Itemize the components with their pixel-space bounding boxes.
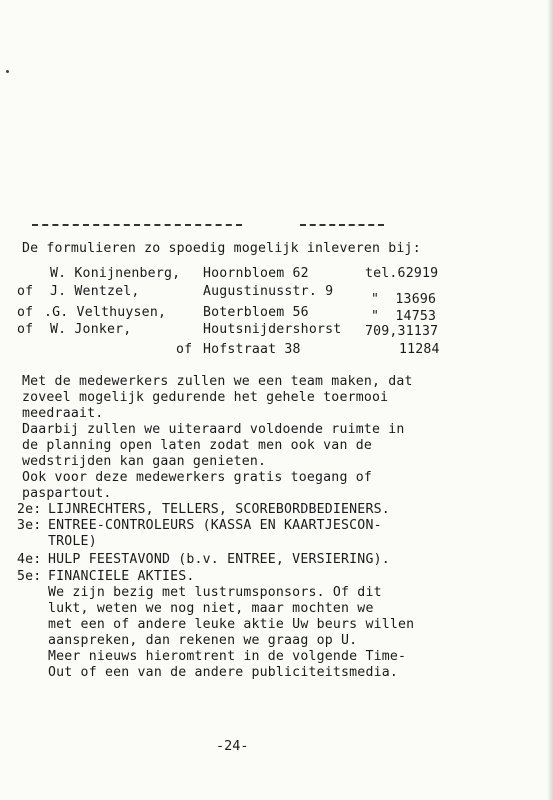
separator-dash-left (32, 224, 242, 226)
text-line: We zijn bezig met lustrumsponsors. Of dit (48, 585, 382, 600)
contact-address: Houtsnijdershorst (203, 322, 342, 337)
contact-prefix: of (176, 342, 193, 357)
item-text: FINANCIELE AKTIES. (48, 569, 195, 584)
text-line: aanspreken, dan rekenen we graag op U. (48, 633, 358, 648)
contact-address: Boterbloem 56 (203, 305, 309, 320)
contact-name: J. Wentzel, (50, 284, 140, 299)
text-line: wedstrijden kan gaan genieten. (22, 454, 267, 469)
contact-phone: " 14753 (371, 309, 437, 324)
text-line: Daarbij zullen we uiteraard voldoende ruimte in (22, 422, 405, 437)
item-text: ENTREE-CONTROLEURS (KASSA EN KAARTJESCON- (48, 518, 382, 533)
contact-phone: tel.62919 (365, 266, 439, 281)
text-line: met een of andere leuke aktie Uw beurs willen (48, 617, 415, 632)
contact-address: Hoornbloem 62 (203, 266, 309, 281)
contact-phone: 11284 (399, 342, 440, 357)
punch-mark (6, 70, 9, 73)
text-line: Ook voor deze medewerkers gratis toegang of (22, 470, 373, 485)
item-text: HULP FEESTAVOND (b.v. ENTREE, VERSIERING). (48, 552, 390, 567)
contact-address: Hofstraat 38 (203, 342, 301, 357)
contact-prefix: of (17, 284, 34, 299)
item-number: 5e: (17, 569, 42, 584)
text-line: Meer nieuws hieromtrent in de volgende Time- (48, 649, 407, 664)
text-line: meedraait. (22, 406, 104, 421)
contact-name: .G. Velthuysen, (44, 305, 167, 320)
contact-phone: " 13696 (371, 292, 437, 307)
page-number: -24- (216, 738, 249, 754)
text-line: Met de medewerkers zullen we een team maken, dat (22, 374, 413, 389)
text-line: zoveel mogelijk gedurende het gehele toermooi (22, 390, 389, 405)
contact-name: W. Jonker, (50, 322, 132, 337)
separator-dash-right (300, 224, 384, 226)
item-number: 2e: (17, 502, 42, 517)
text-line: de planning open laten zodat men ook van de (22, 438, 373, 453)
item-number: 4e: (17, 552, 42, 567)
contact-address: Augustinusstr. 9 (203, 284, 334, 299)
text-line: lukt, weten we nog niet, maar mochten we (48, 601, 374, 616)
item-number: 3e: (17, 518, 42, 533)
page-edge-shadow (547, 0, 553, 800)
contact-name: W. Konijnenberg, (50, 266, 181, 281)
contact-prefix: of (17, 305, 34, 320)
text-line: Out of een van de andere publiciteitsmedia. (48, 665, 399, 680)
contact-phone: 709,31137 (365, 324, 439, 339)
item-text: LIJNRECHTERS, TELLERS, SCOREBORDBEDIENERS. (48, 502, 390, 517)
item-text: TROLE) (48, 534, 97, 549)
text-line: paspartout. (22, 486, 112, 501)
intro-line: De formulieren zo spoedig mogelijk inleveren bij: (22, 241, 421, 256)
contact-prefix: of (17, 322, 34, 337)
